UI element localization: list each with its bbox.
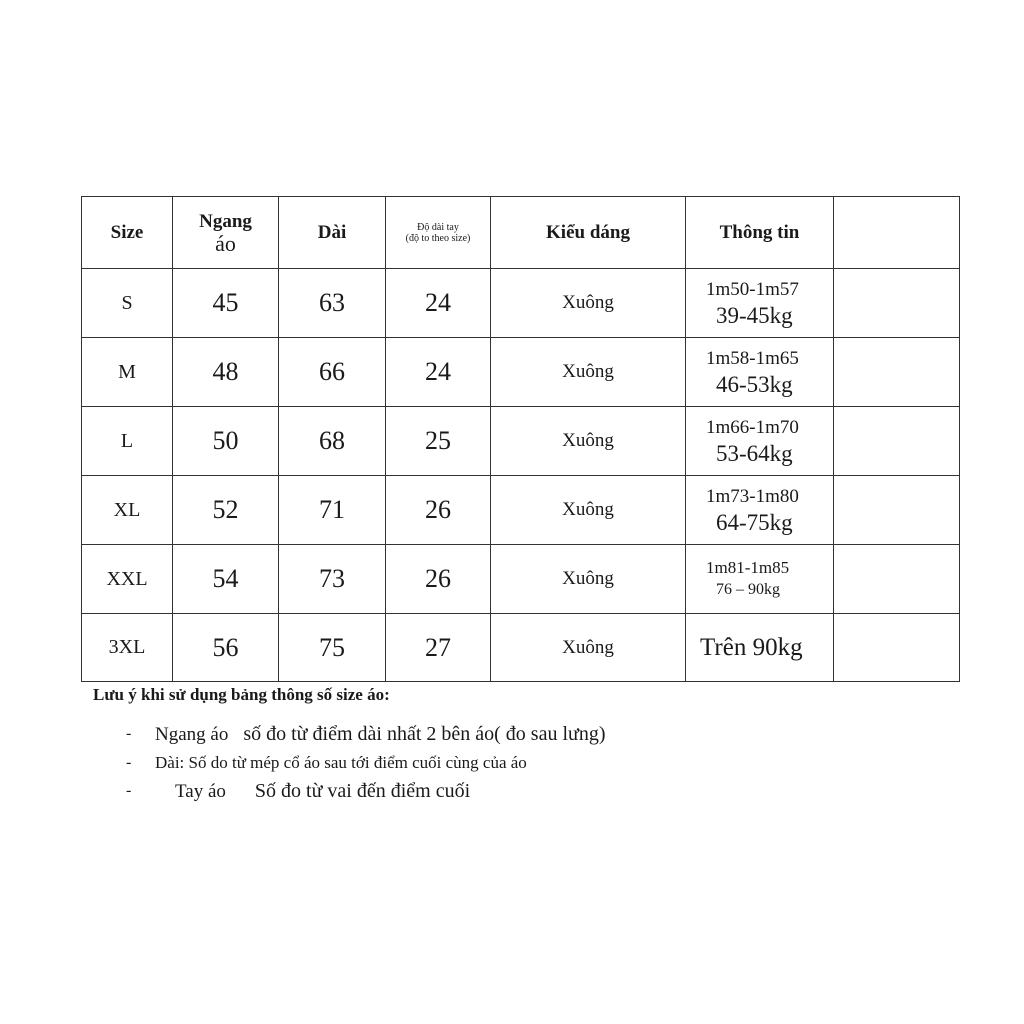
info-height: 1m58-1m65	[706, 348, 799, 369]
cell-kieu: Xuông	[491, 338, 686, 407]
note-text: Số đo từ vai đến điểm cuối	[254, 780, 471, 802]
cell-info	[686, 407, 834, 476]
header-ngang-line1: Ngang	[199, 210, 252, 232]
table-row	[82, 614, 960, 682]
cell-empty	[834, 269, 960, 338]
cell-empty	[834, 407, 960, 476]
cell-ngang: 56	[173, 614, 279, 682]
header-tay-line2: (độ to theo size)	[405, 232, 471, 244]
info-weight: 39-45kg	[716, 303, 793, 328]
cell-dai: 71	[279, 476, 386, 545]
header-thong-tin: Thông tin	[686, 197, 834, 269]
cell-tay: 25	[386, 407, 491, 476]
note-dash: -	[126, 782, 132, 799]
info-weight: 46-53kg	[716, 372, 793, 397]
note-term: Ngang áo	[155, 724, 229, 745]
cell-info	[686, 338, 834, 407]
header-ngang-line2: áo	[215, 230, 236, 256]
cell-dai: 63	[279, 269, 386, 338]
note-dash: -	[126, 754, 132, 771]
cell-dai: 73	[279, 545, 386, 614]
cell-kieu: Xuông	[491, 407, 686, 476]
table-row	[82, 476, 960, 545]
info-height: 1m81-1m85	[706, 558, 790, 577]
header-do-dai-tay	[386, 197, 491, 269]
cell-ngang: 45	[173, 269, 279, 338]
cell-kieu: Xuông	[491, 614, 686, 682]
info-weight: 64-75kg	[716, 510, 793, 535]
note-text: số đo từ điểm dài nhất 2 bên áo( đo sau lưng)	[243, 723, 606, 745]
cell-tay: 27	[386, 614, 491, 682]
cell-ngang: 52	[173, 476, 279, 545]
notes-title: Lưu ý khi sử dụng bảng thông số size áo:	[93, 685, 390, 704]
note-text: Dài: Số do từ mép cổ áo sau tới điểm cuối cùng của áo	[155, 753, 527, 772]
cell-empty	[834, 614, 960, 682]
cell-ngang: 48	[173, 338, 279, 407]
table-row	[82, 545, 960, 614]
usage-notes	[93, 684, 953, 806]
header-ngang-ao	[173, 197, 279, 269]
table-row	[82, 338, 960, 407]
cell-kieu: Xuông	[491, 269, 686, 338]
cell-dai: 75	[279, 614, 386, 682]
info-height: 1m66-1m70	[706, 417, 799, 438]
cell-size: 3XL	[82, 614, 173, 682]
table-row	[82, 269, 960, 338]
note-item-tay	[93, 777, 953, 806]
header-tay-line1: Độ dài tay	[417, 221, 459, 233]
table-header-row	[82, 197, 960, 269]
cell-empty	[834, 545, 960, 614]
cell-size: L	[82, 407, 173, 476]
info-height: 1m50-1m57	[706, 279, 799, 300]
cell-tay: 24	[386, 338, 491, 407]
cell-ngang: 50	[173, 407, 279, 476]
note-dash: -	[126, 725, 132, 742]
note-item-dai	[93, 749, 953, 777]
cell-size: XXL	[82, 545, 173, 614]
header-dai: Dài	[279, 197, 386, 269]
cell-ngang: 54	[173, 545, 279, 614]
cell-info	[686, 545, 834, 614]
table-row	[82, 407, 960, 476]
header-size: Size	[82, 197, 173, 269]
cell-tay: 26	[386, 545, 491, 614]
info-weight: 53-64kg	[716, 441, 793, 466]
note-term: Tay áo	[175, 781, 226, 802]
cell-tay: 24	[386, 269, 491, 338]
size-chart-table	[81, 196, 960, 682]
header-kieu-dang: Kiểu dáng	[491, 197, 686, 269]
cell-tay: 26	[386, 476, 491, 545]
header-empty	[834, 197, 960, 269]
cell-info: Trên 90kg	[686, 614, 834, 682]
cell-info	[686, 269, 834, 338]
cell-empty	[834, 476, 960, 545]
info-height: 1m73-1m80	[706, 486, 799, 507]
cell-info	[686, 476, 834, 545]
cell-empty	[834, 338, 960, 407]
cell-dai: 68	[279, 407, 386, 476]
cell-size: S	[82, 269, 173, 338]
cell-kieu: Xuông	[491, 476, 686, 545]
cell-dai: 66	[279, 338, 386, 407]
info-weight: 76 – 90kg	[716, 581, 780, 598]
cell-size: M	[82, 338, 173, 407]
note-item-ngang	[93, 720, 953, 749]
cell-kieu: Xuông	[491, 545, 686, 614]
cell-size: XL	[82, 476, 173, 545]
